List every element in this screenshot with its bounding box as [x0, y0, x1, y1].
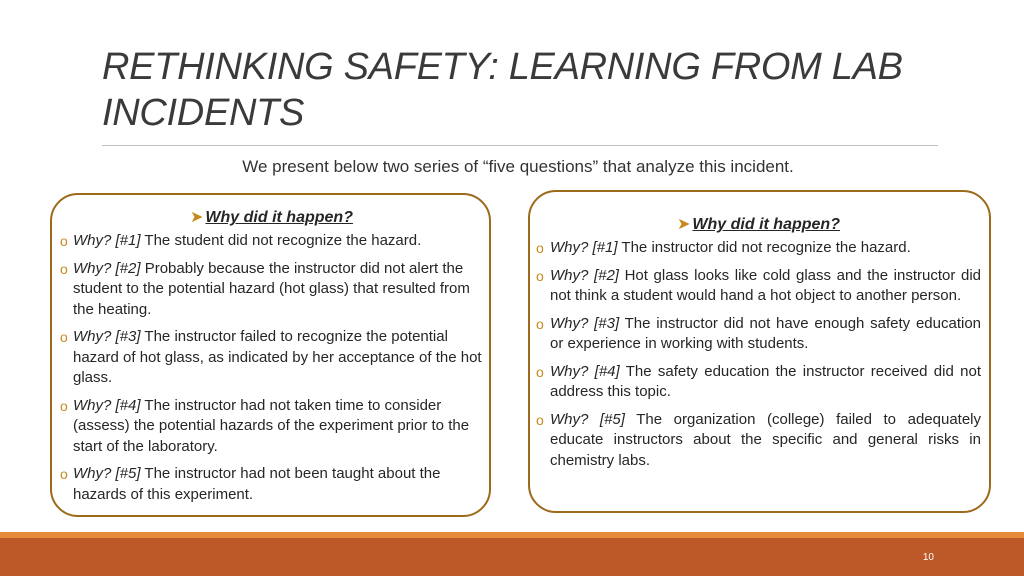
list-item: [536, 362, 981, 403]
why-label: Why? [#5]: [73, 465, 141, 482]
circle-bullet-icon: o: [60, 397, 68, 414]
right-box-heading: [536, 214, 981, 234]
why-text: The student did not recognize the hazard.: [140, 232, 422, 249]
why-label: Why? [#2]: [550, 266, 619, 284]
circle-bullet-icon: o: [60, 466, 68, 482]
why-text: Hot glass looks like cold glass and the instructor did not think a student would hand a hot object to another person.: [550, 266, 981, 304]
why-text: The instructor failed to recognize the potential hazard of hot glass, as indicated by her acceptance of the hot glass.: [73, 328, 482, 386]
why-text: The instructor did not have enough safety education or experience in working with students.: [550, 314, 981, 352]
list-item: [60, 327, 483, 389]
left-box-heading-text: Why did it happen?: [205, 209, 353, 226]
why-label: Why? [#5]: [550, 410, 625, 428]
right-question-box: [528, 190, 991, 513]
left-question-list: [60, 231, 483, 505]
why-text: The instructor had not taken time to consider (assess) the potential hazards of the experiment prior to the start of the laboratory.: [73, 396, 470, 455]
right-question-list: [536, 238, 981, 471]
why-label: Why? [#2]: [73, 259, 141, 277]
circle-bullet-icon: o: [536, 363, 544, 380]
list-item: [536, 410, 981, 472]
slide-subtitle: We present below two series of “five questions” that analyze this incident.: [242, 157, 794, 176]
circle-bullet-icon: o: [536, 240, 544, 256]
why-label: Why? [#3]: [550, 314, 620, 332]
list-item: [536, 238, 981, 259]
slide-title: RETHINKING SAFETY: LEARNING FROM LAB INCIDENTS: [102, 46, 903, 134]
circle-bullet-icon: o: [536, 267, 544, 284]
list-item: [60, 259, 483, 321]
circle-bullet-icon: o: [536, 315, 544, 332]
circle-bullet-icon: o: [60, 329, 68, 345]
arrow-bullet-icon: ➤: [677, 216, 691, 233]
circle-bullet-icon: o: [60, 260, 68, 277]
why-text: The instructor had not been taught about the hazards of this experiment.: [73, 465, 441, 503]
arrow-bullet-icon: ➤: [190, 209, 204, 226]
why-text: The safety education the instructor received did not address this topic.: [550, 362, 982, 400]
right-box-heading-text: Why did it happen?: [692, 216, 840, 233]
list-item: [536, 314, 981, 355]
list-item: [60, 396, 483, 458]
left-box-heading: [60, 207, 483, 227]
list-item: [536, 266, 981, 307]
circle-bullet-icon: o: [536, 411, 544, 428]
left-question-box: [50, 193, 491, 517]
why-text: The organization (college) failed to adequately educate instructors about the specific and general risks in chemistry labs.: [550, 410, 981, 469]
why-text: Probably because the instructor did not alert the student to the potential hazard (hot glass) that resulted from the heating.: [73, 259, 470, 318]
why-label: Why? [#4]: [550, 362, 620, 380]
circle-bullet-icon: o: [60, 233, 68, 249]
list-item: [60, 231, 483, 252]
footer-band: [0, 538, 1024, 576]
why-label: Why? [#1]: [73, 232, 141, 249]
why-label: Why? [#4]: [73, 396, 141, 414]
list-item: [60, 464, 483, 505]
why-label: Why? [#3]: [73, 328, 141, 345]
title-divider: [102, 145, 938, 146]
why-label: Why? [#1]: [550, 239, 618, 256]
why-text: The instructor did not recognize the hazard.: [617, 239, 911, 256]
page-number: 10: [922, 552, 934, 563]
